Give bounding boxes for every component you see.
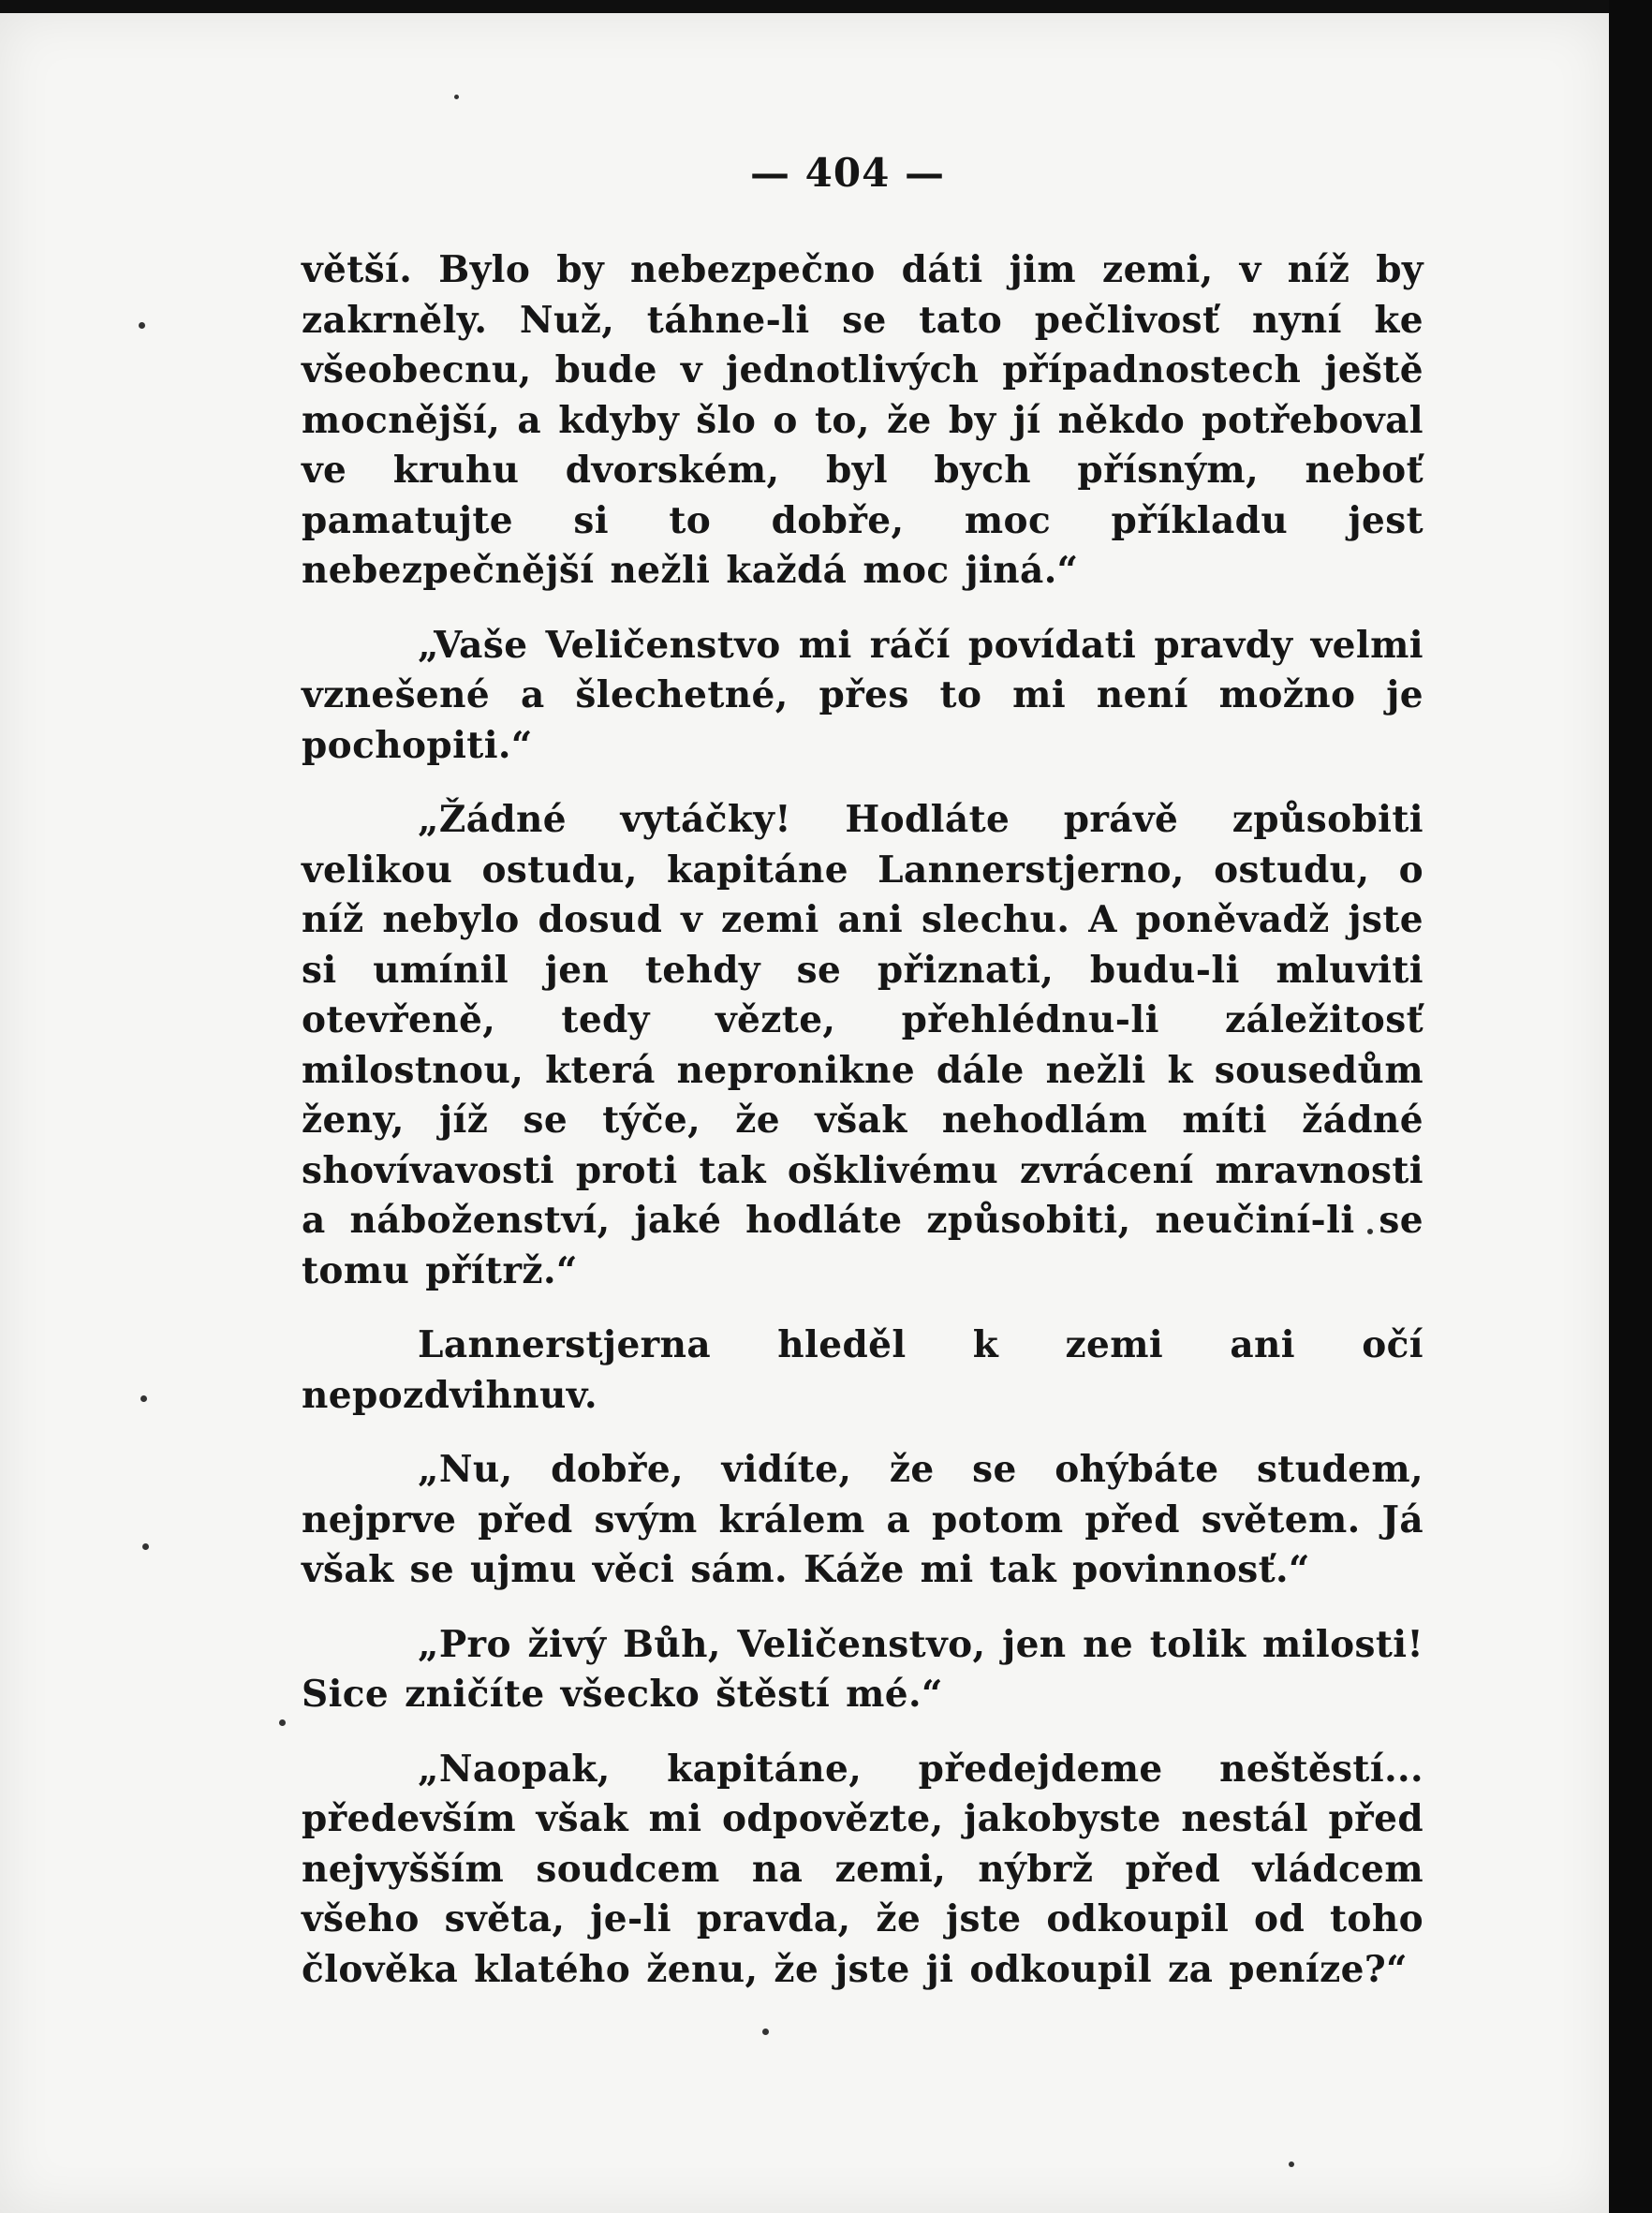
- paper-speck: [279, 1719, 286, 1726]
- scan-edge-shadow: [1609, 0, 1652, 2213]
- paragraph: „Vaše Veličenstvo mi ráčí povídati pravdy velmi vznešené a šlechetné, přes to mi není možno je pochopiti.“: [302, 623, 1423, 767]
- paper-speck: [142, 1543, 149, 1550]
- paragraph: „Žádné vytáčky! Hodláte právě způsobiti velikou ostudu, kapitáne Lannerstjerno, ostudu, o níž nebylo dosud v zemi ani slechu. A poněvadž jste si umínil jen tehdy se přiznati, budu-li mluviti otevřeně, tedy vězte, přehlédnu-li záležitosť milostnou, která nepronikne dále nežli k sousedům ženy, jíž se týče, že však nehodlám míti žádné shovívavosti proti tak ošklivému zvrácení mravnosti a náboženství, jaké hodláte způsobiti, neučiní-li se tomu přítrž.“: [302, 798, 1423, 1292]
- paragraph: „Nu, dobře, vidíte, že se ohýbáte studem, nejprve před svým králem a potom před světem. Já však se ujmu věci sám. Káže mi tak povinnosť.“: [302, 1448, 1423, 1591]
- paragraph: větší. Bylo by nebezpečno dáti jim zemi, v níž by zakrněly. Nuž, táhne-li se tato pečlivosť nyní ke všeobecnu, bude v jednotlivých případnostech ještě mocnější, a kdyby šlo o to, že by jí někdo potřeboval ve kruhu dvorském, byl bych přísným, neboť pamatujte si to dobře, moc příkladu jest nebezpečnější nežli každá moc jiná.“: [302, 248, 1423, 592]
- paragraph: „Naopak, kapitáne, předejdeme neštěstí... především však mi odpovězte, jakobyste nestál před nejvyšším soudcem na zemi, nýbrž před vládcem všeho světa, je-li pravda, že jste odkoupil od toho člověka klatého ženu, že jste ji odkoupil za peníze?“: [302, 1747, 1423, 1991]
- paper-speck: [454, 95, 459, 99]
- paper-speck: [1289, 2161, 1294, 2167]
- paper-speck: [762, 2029, 769, 2035]
- paragraph: Lannerstjerna hleděl k zemi ani očí nepozdvihnuv.: [302, 1323, 1423, 1417]
- body-text: [302, 245, 1423, 2019]
- paragraph: „Pro živý Bůh, Veličenstvo, jen ne tolik milosti! Sice zničíte všecko štěstí mé.“: [302, 1622, 1423, 1716]
- paper-speck: [139, 322, 145, 329]
- page-number: — 404 —: [750, 150, 945, 196]
- paper-speck: [140, 1395, 147, 1402]
